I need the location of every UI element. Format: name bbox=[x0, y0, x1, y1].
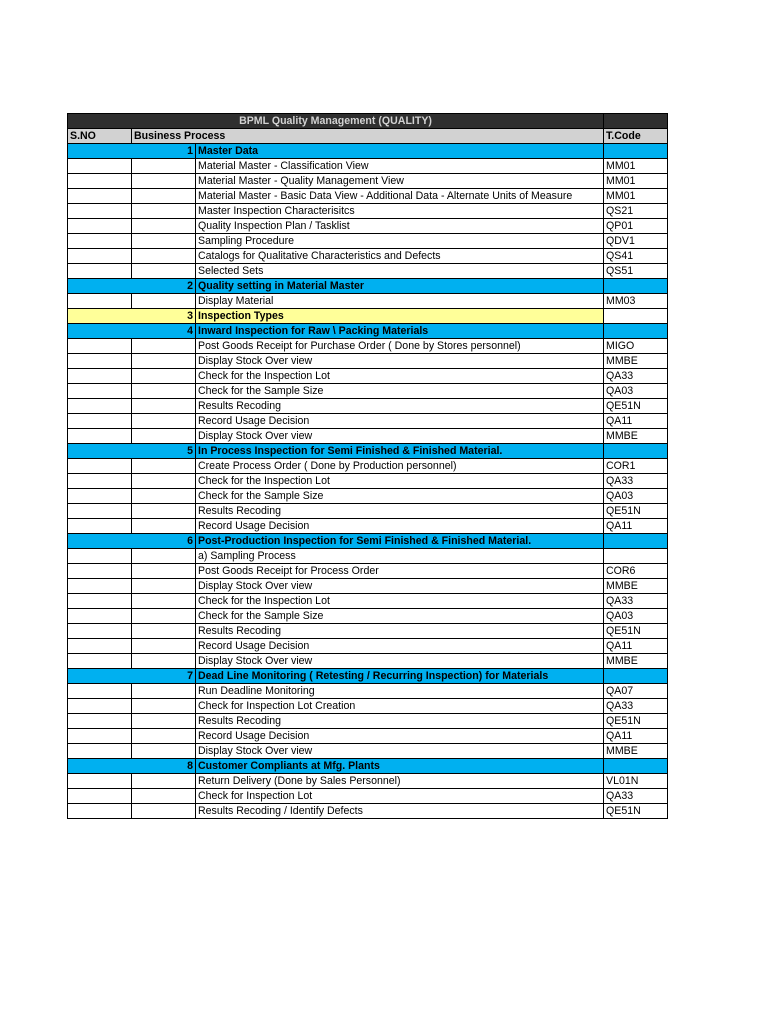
tcode-cell: QP01 bbox=[604, 219, 668, 234]
sno-cell bbox=[68, 249, 132, 264]
business-process-cell: Display Stock Over view bbox=[196, 354, 604, 369]
tcode-cell: QE51N bbox=[604, 624, 668, 639]
section-title: Post-Production Inspection for Semi Finished & Finished Material. bbox=[196, 534, 604, 549]
blank-cell bbox=[132, 459, 196, 474]
tcode-cell: QE51N bbox=[604, 804, 668, 819]
business-process-cell: Check for the Inspection Lot bbox=[196, 474, 604, 489]
sno-cell bbox=[68, 234, 132, 249]
business-process-cell: Check for the Inspection Lot bbox=[196, 369, 604, 384]
table-row bbox=[68, 369, 668, 384]
table-row bbox=[68, 564, 668, 579]
section-number: 5 bbox=[68, 444, 196, 459]
section-number: 8 bbox=[68, 759, 196, 774]
section-number: 6 bbox=[68, 534, 196, 549]
tcode-cell: QA07 bbox=[604, 684, 668, 699]
table-body bbox=[68, 114, 668, 819]
section-row bbox=[68, 144, 668, 159]
section-title: Master Data bbox=[196, 144, 604, 159]
blank-cell bbox=[132, 729, 196, 744]
table-row bbox=[68, 609, 668, 624]
tcode-cell: QA33 bbox=[604, 789, 668, 804]
blank-cell bbox=[132, 519, 196, 534]
tcode-cell: QA33 bbox=[604, 369, 668, 384]
blank-cell bbox=[132, 804, 196, 819]
sno-cell bbox=[68, 339, 132, 354]
business-process-cell: Return Delivery (Done by Sales Personnel) bbox=[196, 774, 604, 789]
business-process-cell: Display Stock Over view bbox=[196, 654, 604, 669]
blank-cell bbox=[132, 549, 196, 564]
sno-cell bbox=[68, 429, 132, 444]
sno-cell bbox=[68, 519, 132, 534]
table-row bbox=[68, 654, 668, 669]
blank-cell bbox=[132, 219, 196, 234]
section-row bbox=[68, 324, 668, 339]
table-row bbox=[68, 624, 668, 639]
blank-cell bbox=[132, 474, 196, 489]
section-tcode-cell bbox=[604, 309, 668, 324]
tcode-cell: QDV1 bbox=[604, 234, 668, 249]
business-process-cell: Record Usage Decision bbox=[196, 639, 604, 654]
business-process-cell: Check for the Inspection Lot bbox=[196, 594, 604, 609]
blank-cell bbox=[132, 684, 196, 699]
tcode-cell: MMBE bbox=[604, 579, 668, 594]
sno-cell bbox=[68, 459, 132, 474]
section-tcode-cell bbox=[604, 444, 668, 459]
section-tcode-cell bbox=[604, 759, 668, 774]
sno-cell bbox=[68, 789, 132, 804]
sno-cell bbox=[68, 744, 132, 759]
sno-cell bbox=[68, 579, 132, 594]
business-process-cell: Results Recoding / Identify Defects bbox=[196, 804, 604, 819]
blank-cell bbox=[132, 774, 196, 789]
bpml-table bbox=[67, 113, 668, 819]
business-process-cell: Post Goods Receipt for Process Order bbox=[196, 564, 604, 579]
table-row bbox=[68, 294, 668, 309]
blank-cell bbox=[132, 639, 196, 654]
business-process-cell: Check for the Sample Size bbox=[196, 384, 604, 399]
business-process-cell: Run Deadline Monitoring bbox=[196, 684, 604, 699]
section-title: Inward Inspection for Raw \ Packing Materials bbox=[196, 324, 604, 339]
section-number: 3 bbox=[68, 309, 196, 324]
blank-cell bbox=[132, 369, 196, 384]
table-row bbox=[68, 519, 668, 534]
table-row bbox=[68, 414, 668, 429]
business-process-cell: Results Recoding bbox=[196, 399, 604, 414]
table-row bbox=[68, 774, 668, 789]
business-process-cell: Display Stock Over view bbox=[196, 429, 604, 444]
business-process-cell: Record Usage Decision bbox=[196, 519, 604, 534]
sno-cell bbox=[68, 354, 132, 369]
table-row bbox=[68, 744, 668, 759]
section-number: 7 bbox=[68, 669, 196, 684]
section-title: Inspection Types bbox=[196, 309, 604, 324]
section-tcode-cell bbox=[604, 324, 668, 339]
section-number: 1 bbox=[68, 144, 196, 159]
section-row bbox=[68, 279, 668, 294]
sno-cell bbox=[68, 729, 132, 744]
tcode-cell: MMBE bbox=[604, 354, 668, 369]
tcode-cell: COR6 bbox=[604, 564, 668, 579]
table-row bbox=[68, 729, 668, 744]
sno-cell bbox=[68, 474, 132, 489]
table-row bbox=[68, 204, 668, 219]
sno-cell bbox=[68, 204, 132, 219]
business-process-cell: Display Stock Over view bbox=[196, 744, 604, 759]
blank-cell bbox=[132, 579, 196, 594]
tcode-cell: MM01 bbox=[604, 189, 668, 204]
blank-cell bbox=[132, 654, 196, 669]
table-row bbox=[68, 684, 668, 699]
section-title: Customer Compliants at Mfg. Plants bbox=[196, 759, 604, 774]
table-row bbox=[68, 189, 668, 204]
business-process-cell: Check for Inspection Lot bbox=[196, 789, 604, 804]
business-process-cell: Results Recoding bbox=[196, 624, 604, 639]
table-row bbox=[68, 474, 668, 489]
business-process-cell: Post Goods Receipt for Purchase Order ( Done by Stores personnel) bbox=[196, 339, 604, 354]
table-row bbox=[68, 234, 668, 249]
table-row bbox=[68, 354, 668, 369]
table-row bbox=[68, 459, 668, 474]
blank-cell bbox=[132, 714, 196, 729]
table-row bbox=[68, 264, 668, 279]
business-process-cell: Check for the Sample Size bbox=[196, 489, 604, 504]
business-process-cell: Record Usage Decision bbox=[196, 729, 604, 744]
sno-cell bbox=[68, 174, 132, 189]
tcode-cell: COR1 bbox=[604, 459, 668, 474]
sno-cell bbox=[68, 804, 132, 819]
table-row bbox=[68, 699, 668, 714]
business-process-cell: Check for Inspection Lot Creation bbox=[196, 699, 604, 714]
table-row bbox=[68, 504, 668, 519]
tcode-cell: QA03 bbox=[604, 609, 668, 624]
section-tcode-cell bbox=[604, 144, 668, 159]
header-row bbox=[68, 129, 668, 144]
blank-cell bbox=[132, 489, 196, 504]
tcode-cell: MM03 bbox=[604, 294, 668, 309]
tcode-cell: MM01 bbox=[604, 174, 668, 189]
sno-cell bbox=[68, 399, 132, 414]
business-process-cell: Quality Inspection Plan / Tasklist bbox=[196, 219, 604, 234]
tcode-cell: QS21 bbox=[604, 204, 668, 219]
table-row bbox=[68, 429, 668, 444]
business-process-cell: Sampling Procedure bbox=[196, 234, 604, 249]
title-row-blank-cell bbox=[604, 114, 668, 129]
sno-cell bbox=[68, 594, 132, 609]
business-process-cell: Master Inspection Characterisitcs bbox=[196, 204, 604, 219]
blank-cell bbox=[132, 414, 196, 429]
tcode-cell: QE51N bbox=[604, 399, 668, 414]
tcode-cell: QA11 bbox=[604, 519, 668, 534]
sno-cell bbox=[68, 639, 132, 654]
business-process-cell: Create Process Order ( Done by Production personnel) bbox=[196, 459, 604, 474]
business-process-cell: Results Recoding bbox=[196, 504, 604, 519]
blank-cell bbox=[132, 174, 196, 189]
blank-cell bbox=[132, 594, 196, 609]
table-row bbox=[68, 789, 668, 804]
sno-cell bbox=[68, 549, 132, 564]
sno-cell bbox=[68, 369, 132, 384]
section-number: 4 bbox=[68, 324, 196, 339]
tcode-cell: VL01N bbox=[604, 774, 668, 789]
table-row bbox=[68, 639, 668, 654]
table-row bbox=[68, 549, 668, 564]
table-row bbox=[68, 159, 668, 174]
blank-cell bbox=[132, 339, 196, 354]
section-row bbox=[68, 444, 668, 459]
section-row bbox=[68, 669, 668, 684]
tcode-cell: QA33 bbox=[604, 699, 668, 714]
sno-cell bbox=[68, 264, 132, 279]
sno-cell bbox=[68, 504, 132, 519]
table-row bbox=[68, 399, 668, 414]
table-row bbox=[68, 219, 668, 234]
section-number: 2 bbox=[68, 279, 196, 294]
business-process-cell: Record Usage Decision bbox=[196, 414, 604, 429]
tcode-cell: QA11 bbox=[604, 414, 668, 429]
sno-cell bbox=[68, 624, 132, 639]
sno-cell bbox=[68, 699, 132, 714]
table-row bbox=[68, 714, 668, 729]
section-tcode-cell bbox=[604, 534, 668, 549]
table-row bbox=[68, 594, 668, 609]
business-process-cell: Check for the Sample Size bbox=[196, 609, 604, 624]
sno-cell bbox=[68, 489, 132, 504]
table-row bbox=[68, 249, 668, 264]
table-row bbox=[68, 339, 668, 354]
sno-cell bbox=[68, 189, 132, 204]
table-row bbox=[68, 804, 668, 819]
business-process-cell: Display Material bbox=[196, 294, 604, 309]
blank-cell bbox=[132, 399, 196, 414]
column-header-tcode: T.Code bbox=[604, 129, 668, 144]
blank-cell bbox=[132, 744, 196, 759]
blank-cell bbox=[132, 159, 196, 174]
tcode-cell: MMBE bbox=[604, 744, 668, 759]
business-process-cell: a) Sampling Process bbox=[196, 549, 604, 564]
tcode-cell: QA33 bbox=[604, 594, 668, 609]
blank-cell bbox=[132, 294, 196, 309]
sno-cell bbox=[68, 714, 132, 729]
tcode-cell: MM01 bbox=[604, 159, 668, 174]
sheet-title: BPML Quality Management (QUALITY) bbox=[68, 114, 604, 129]
blank-cell bbox=[132, 564, 196, 579]
business-process-cell: Material Master - Classification View bbox=[196, 159, 604, 174]
section-tcode-cell bbox=[604, 669, 668, 684]
table-row bbox=[68, 579, 668, 594]
blank-cell bbox=[132, 504, 196, 519]
blank-cell bbox=[132, 429, 196, 444]
blank-cell bbox=[132, 789, 196, 804]
sno-cell bbox=[68, 294, 132, 309]
table-row bbox=[68, 174, 668, 189]
tcode-cell: QS51 bbox=[604, 264, 668, 279]
tcode-cell: QA11 bbox=[604, 729, 668, 744]
business-process-cell: Material Master - Quality Management View bbox=[196, 174, 604, 189]
blank-cell bbox=[132, 354, 196, 369]
business-process-cell: Selected Sets bbox=[196, 264, 604, 279]
business-process-cell: Display Stock Over view bbox=[196, 579, 604, 594]
sno-cell bbox=[68, 219, 132, 234]
blank-cell bbox=[132, 264, 196, 279]
tcode-cell: QA33 bbox=[604, 474, 668, 489]
section-row bbox=[68, 309, 668, 324]
blank-cell bbox=[132, 384, 196, 399]
blank-cell bbox=[132, 249, 196, 264]
sno-cell bbox=[68, 564, 132, 579]
sno-cell bbox=[68, 159, 132, 174]
tcode-cell: MMBE bbox=[604, 654, 668, 669]
column-header-sno: S.NO bbox=[68, 129, 132, 144]
title-row bbox=[68, 114, 668, 129]
blank-cell bbox=[132, 189, 196, 204]
blank-cell bbox=[132, 699, 196, 714]
section-row bbox=[68, 759, 668, 774]
column-header-business-process: Business Process bbox=[132, 129, 604, 144]
blank-cell bbox=[132, 624, 196, 639]
sno-cell bbox=[68, 684, 132, 699]
tcode-cell: MMBE bbox=[604, 429, 668, 444]
tcode-cell: QE51N bbox=[604, 714, 668, 729]
sno-cell bbox=[68, 774, 132, 789]
sno-cell bbox=[68, 609, 132, 624]
table-row bbox=[68, 384, 668, 399]
tcode-cell: QE51N bbox=[604, 504, 668, 519]
section-title: Dead Line Monitoring ( Retesting / Recurring Inspection) for Materials bbox=[196, 669, 604, 684]
business-process-cell: Results Recoding bbox=[196, 714, 604, 729]
tcode-cell: QA11 bbox=[604, 639, 668, 654]
blank-cell bbox=[132, 204, 196, 219]
section-row bbox=[68, 534, 668, 549]
section-title: Quality setting in Material Master bbox=[196, 279, 604, 294]
section-title: In Process Inspection for Semi Finished & Finished Material. bbox=[196, 444, 604, 459]
tcode-cell: QS41 bbox=[604, 249, 668, 264]
table-row bbox=[68, 489, 668, 504]
sno-cell bbox=[68, 414, 132, 429]
tcode-cell: MIGO bbox=[604, 339, 668, 354]
tcode-cell: QA03 bbox=[604, 489, 668, 504]
section-tcode-cell bbox=[604, 279, 668, 294]
tcode-cell: QA03 bbox=[604, 384, 668, 399]
tcode-cell bbox=[604, 549, 668, 564]
business-process-cell: Catalogs for Qualitative Characteristics and Defects bbox=[196, 249, 604, 264]
sno-cell bbox=[68, 654, 132, 669]
blank-cell bbox=[132, 234, 196, 249]
business-process-cell: Material Master - Basic Data View - Additional Data - Alternate Units of Measure bbox=[196, 189, 604, 204]
blank-cell bbox=[132, 609, 196, 624]
sno-cell bbox=[68, 384, 132, 399]
